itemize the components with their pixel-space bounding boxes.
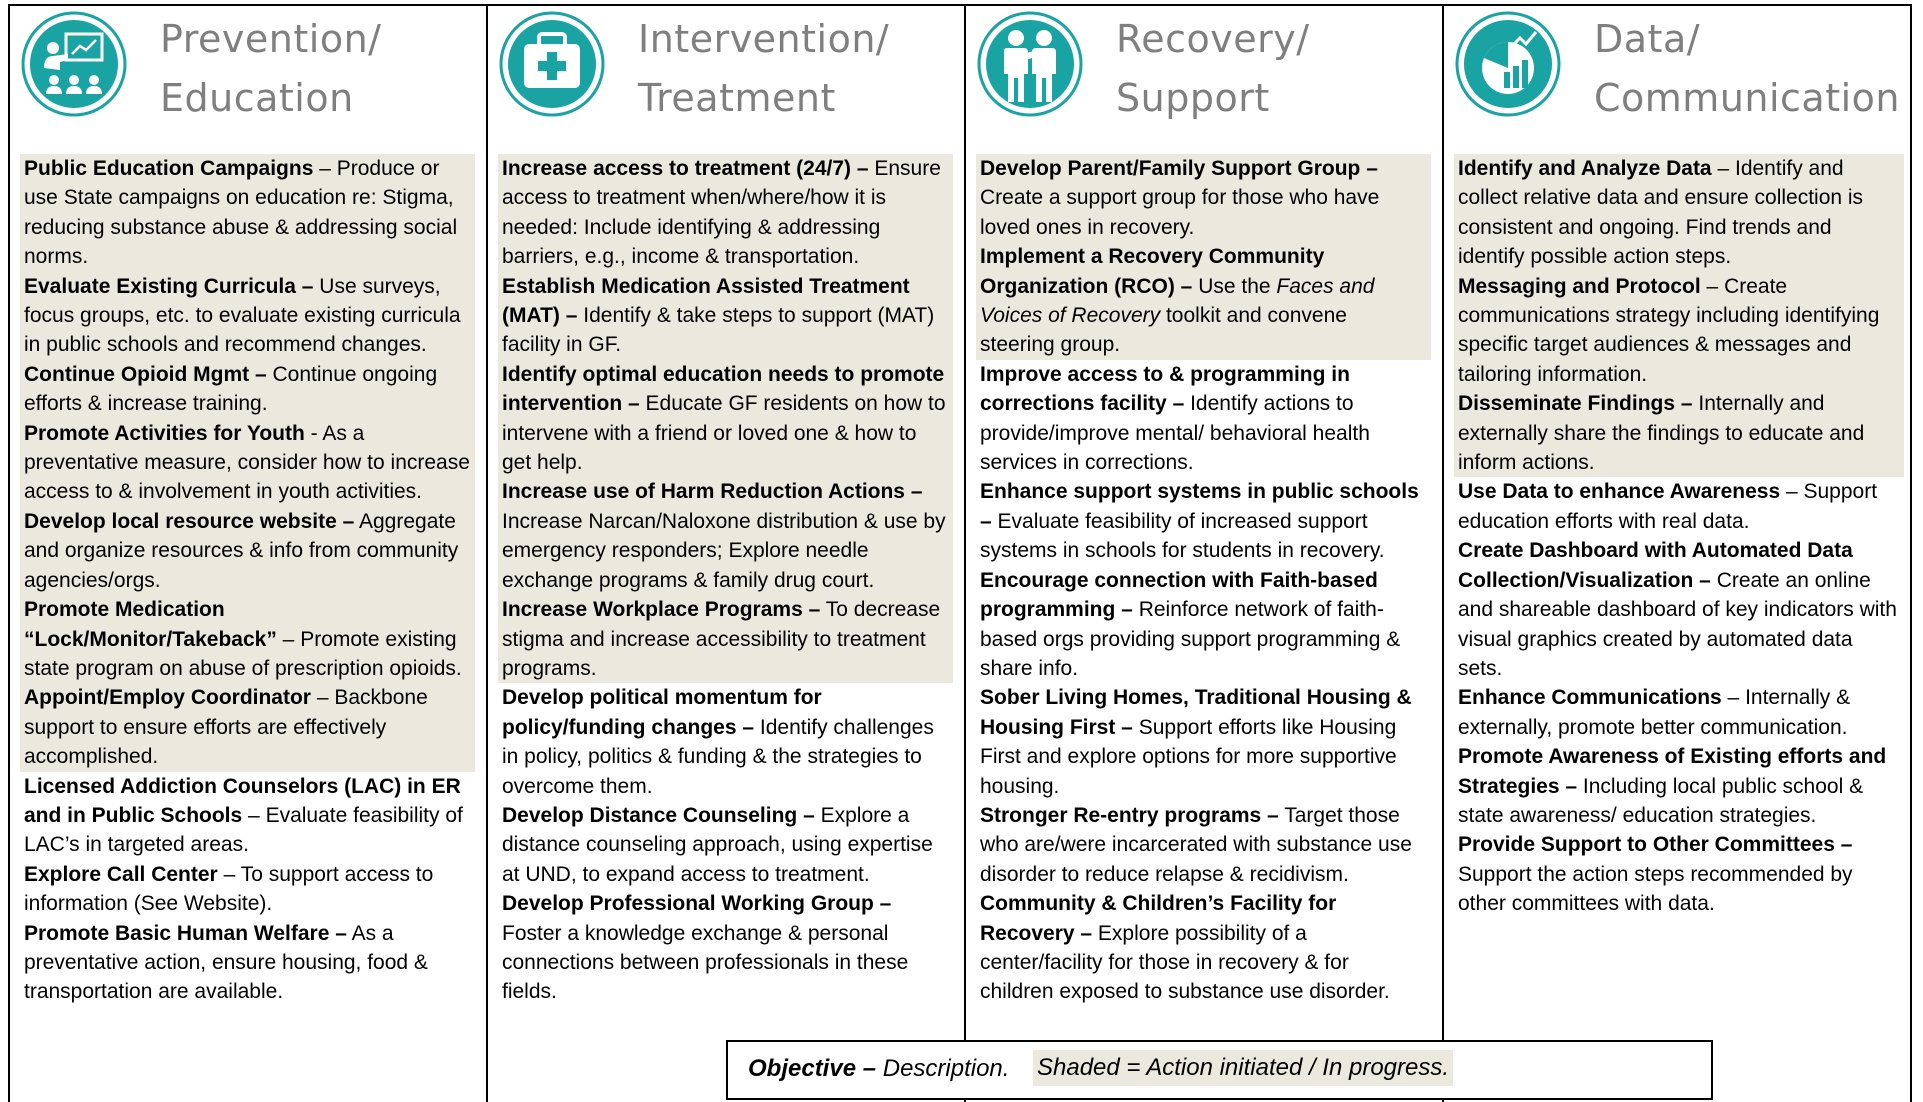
- objective-item: [20, 919, 475, 1007]
- legend-box: [726, 1040, 1713, 1100]
- objective-title: Stronger Re-entry programs –: [980, 803, 1279, 827]
- objectives-list: [1454, 154, 1904, 919]
- objectives-list: [20, 154, 475, 1007]
- objective-title: Messaging and Protocol: [1458, 274, 1701, 298]
- objective-item: [498, 889, 953, 1007]
- objective-separator: -: [304, 421, 323, 445]
- objective-item: [20, 154, 475, 272]
- column-recovery-support: [966, 4, 1442, 1102]
- objective-description: To decrease stigma and increase accessibility to treatment programs.: [502, 598, 941, 680]
- first-aid-kit-icon: [498, 10, 606, 118]
- objective-item: [1454, 536, 1904, 683]
- objective-item: [498, 595, 953, 683]
- objective-title: Enhance Communications: [1458, 686, 1722, 710]
- objectives-list: [498, 154, 953, 1007]
- objective-title: Community & Children’s Facility for Recovery –: [980, 892, 1337, 945]
- objective-item: [20, 683, 475, 771]
- objective-description: Create a support group for those who have loved ones in recovery.: [980, 186, 1380, 239]
- objective-item: [1454, 683, 1904, 742]
- legend-objective: Objective – Description.: [748, 1055, 1010, 1082]
- objective-description: Identify and collect relative data and ensure collection is consistent and ongoing. Find trends and identify possible action steps.: [1458, 157, 1864, 269]
- objective-description: Support the action steps recommended by other committees with data.: [1458, 862, 1853, 916]
- objective-title: Develop Professional Working Group –: [502, 892, 892, 916]
- objective-description: Educate GF residents on how to intervene with a friend or loved one & how to get help.: [502, 392, 946, 475]
- objective-title: Improve access to & programming in corrections facility –: [980, 362, 1350, 416]
- objective-item: [20, 419, 475, 507]
- objective-item: [498, 360, 953, 478]
- objective-item: [20, 772, 475, 860]
- objective-item: [976, 242, 1431, 360]
- objective-separator: –: [313, 157, 337, 180]
- objective-item: [976, 154, 1431, 242]
- objective-title: Implement a Recovery Community Organization (RCO) –: [980, 245, 1325, 298]
- objective-description: Continue ongoing efforts & increase training.: [24, 362, 438, 416]
- objective-description: Support efforts like Housing First and explore options for more supportive housing.: [980, 715, 1397, 798]
- objective-title: Enhance support systems in public schools –: [980, 480, 1419, 533]
- objective-item: [1454, 742, 1904, 830]
- objective-title: Promote Activities for Youth: [24, 421, 305, 445]
- objective-title: Promote Basic Human Welfare –: [24, 921, 347, 945]
- objective-separator: –: [1721, 686, 1746, 710]
- objective-item: [20, 507, 475, 595]
- objective-separator: –: [310, 686, 335, 710]
- objective-description: Create communications strategy including identifying specific target audiences & messages and tailoring information.: [1458, 274, 1880, 386]
- objective-item: [976, 477, 1431, 565]
- objective-title: Increase Workplace Programs –: [502, 598, 821, 622]
- legend-shaded-note: Shaded = Action initiated / In progress.: [1033, 1050, 1453, 1086]
- objective-title: Provide Support to Other Committees –: [1458, 833, 1853, 857]
- objective-description: Evaluate feasibility of LAC’s in targeted areas.: [24, 803, 463, 857]
- objective-item: [498, 272, 953, 360]
- objective-separator: –: [217, 862, 241, 886]
- objective-title: Sober Living Homes, Traditional Housing & Housing First –: [980, 686, 1412, 739]
- objective-item: [976, 566, 1431, 684]
- objective-title: Increase access to treatment (24/7) –: [502, 157, 869, 180]
- data-chart-icon: [1454, 10, 1562, 118]
- objective-description: Explore possibility of a center/facility for those in recovery & for children exposed to substance use disorder.: [980, 921, 1390, 1004]
- column-header: [966, 4, 1442, 144]
- objective-title: Create Dashboard with Automated Data Collection/Visualization –: [1458, 539, 1853, 592]
- objective-description: Identify actions to provide/improve mental/ behavioral health services in corrections.: [980, 392, 1370, 475]
- objective-title: Develop local resource website –: [24, 509, 355, 533]
- objective-separator: –: [1780, 480, 1804, 504]
- objective-item: [1454, 154, 1904, 272]
- objective-description: Increase Narcan/Naloxone distribution & use by emergency responders; Explore needle exchange programs & family drug court.: [502, 509, 946, 592]
- objective-description: Foster a knowledge exchange & personal connections between professionals in these fields.: [502, 921, 909, 1004]
- presentation-icon: [20, 10, 128, 118]
- objective-item: [498, 154, 953, 272]
- objective-title: Continue Opioid Mgmt –: [24, 362, 267, 386]
- column-header: [10, 4, 486, 144]
- objective-description: Use surveys, focus groups, etc. to evaluate existing curricula in public schools and recommend changes.: [24, 274, 461, 357]
- objective-title: Develop political momentum for policy/funding changes –: [502, 686, 822, 739]
- objective-title: Develop Distance Counseling –: [502, 803, 815, 827]
- objective-description: Create an online and shareable dashboard of key indicators with visual graphics created by automated data sets.: [1458, 568, 1897, 680]
- objective-description: Ensure access to treatment when/where/how it is needed: Include identifying & addressing barriers, e.g., income & transportation.: [502, 157, 941, 269]
- objective-description: Support education efforts with real data.: [1458, 480, 1878, 533]
- objective-description: To support access to information (See Website).: [24, 862, 434, 916]
- objective-description: Identify challenges in policy, politics & funding & the strategies to overcome them.: [502, 715, 934, 798]
- column-title: Intervention/ Treatment: [638, 17, 890, 120]
- objective-description: Identify & take steps to support (MAT) facility in GF.: [502, 304, 935, 357]
- column-prevention-education: [10, 4, 486, 1102]
- objective-separator: –: [276, 627, 301, 651]
- objective-description: As a preventative measure, consider how to increase access to & involvement in youth activities.: [24, 421, 470, 504]
- objective-description: Explore a distance counseling approach, using expertise at UND, to expand access to treatment.: [502, 803, 933, 886]
- objective-title: Appoint/Employ Coordinator: [24, 686, 311, 710]
- objective-description: Internally & externally, promote better communication.: [1458, 686, 1851, 739]
- objective-item: [976, 683, 1431, 801]
- objective-item: [1454, 272, 1904, 390]
- objective-item: [1454, 477, 1904, 536]
- column-intervention-treatment: [488, 4, 964, 1102]
- objective-description: Aggregate and organize resources & info from community agencies/orgs.: [24, 509, 459, 592]
- objective-separator: –: [1700, 274, 1725, 298]
- objective-item: [498, 477, 953, 595]
- column-header: [1444, 4, 1910, 144]
- objective-item: [20, 595, 475, 683]
- objective-title: Identify optimal education needs to promote intervention –: [502, 362, 945, 416]
- objective-description: Use the Faces and Voices of Recovery toolkit and convene steering group.: [980, 274, 1375, 357]
- objective-separator: –: [1711, 157, 1735, 180]
- objective-title: Public Education Campaigns: [24, 157, 314, 180]
- objectives-list: [976, 154, 1431, 1007]
- column-title: Recovery/ Support: [1116, 17, 1310, 120]
- objective-description: Evaluate feasibility of increased support systems in schools for students in recovery.: [980, 509, 1385, 563]
- objective-title: Promote Medication “Lock/Monitor/Takeback”: [24, 598, 277, 651]
- objective-title: Explore Call Center: [24, 862, 218, 886]
- objective-description: As a preventative action, ensure housing, food & transportation are available.: [24, 921, 428, 1004]
- objective-title: Establish Medication Assisted Treatment (MAT) –: [502, 274, 910, 328]
- column-title: Prevention/ Education: [160, 17, 382, 120]
- objective-separator: –: [242, 803, 266, 827]
- objective-item: [976, 889, 1431, 1007]
- objective-title: Licensed Addiction Counselors (LAC) in ER and in Public Schools: [24, 774, 461, 827]
- objective-item: [20, 360, 475, 419]
- objective-description: Reinforce network of faith-based orgs providing support programming & share info.: [980, 598, 1401, 680]
- objective-item: [20, 860, 475, 919]
- objective-description: Produce or use State campaigns on education re: Stigma, reducing substance abuse & addressing social norms.: [24, 157, 458, 269]
- objective-description: Backbone support to ensure efforts are effectively accomplished.: [24, 686, 428, 769]
- objective-item: [1454, 830, 1904, 918]
- objective-title: Develop Parent/Family Support Group –: [980, 157, 1378, 180]
- objective-title: Promote Awareness of Existing efforts and Strategies –: [1458, 745, 1887, 798]
- objective-title: Identify and Analyze Data: [1458, 157, 1712, 180]
- objective-title: Disseminate Findings –: [1458, 392, 1693, 416]
- objective-item: [498, 801, 953, 889]
- support-people-icon: [976, 10, 1084, 118]
- objective-description: Promote existing state program on abuse of prescription opioids.: [24, 627, 462, 680]
- objective-item: [20, 272, 475, 360]
- column-title: Data/ Communication: [1594, 17, 1901, 120]
- objective-title: Evaluate Existing Curricula –: [24, 274, 314, 298]
- column-data-communication: [1444, 4, 1910, 1102]
- objective-item: [976, 801, 1431, 889]
- column-header: [488, 4, 964, 144]
- objective-title: Encourage connection with Faith-based programming –: [980, 568, 1378, 622]
- objective-item: [976, 360, 1431, 478]
- objective-title: Use Data to enhance Awareness: [1458, 480, 1781, 504]
- objective-title: Increase use of Harm Reduction Actions –: [502, 480, 923, 504]
- objective-description: Internally and externally share the findings to educate and inform actions.: [1458, 392, 1865, 475]
- objective-item: [498, 683, 953, 801]
- objective-description: Including local public school & state awareness/ education strategies.: [1458, 774, 1864, 827]
- objective-item: [1454, 389, 1904, 477]
- objective-description: Target those who are/were incarcerated with substance use disorder to reduce relapse & recidivism.: [980, 803, 1412, 886]
